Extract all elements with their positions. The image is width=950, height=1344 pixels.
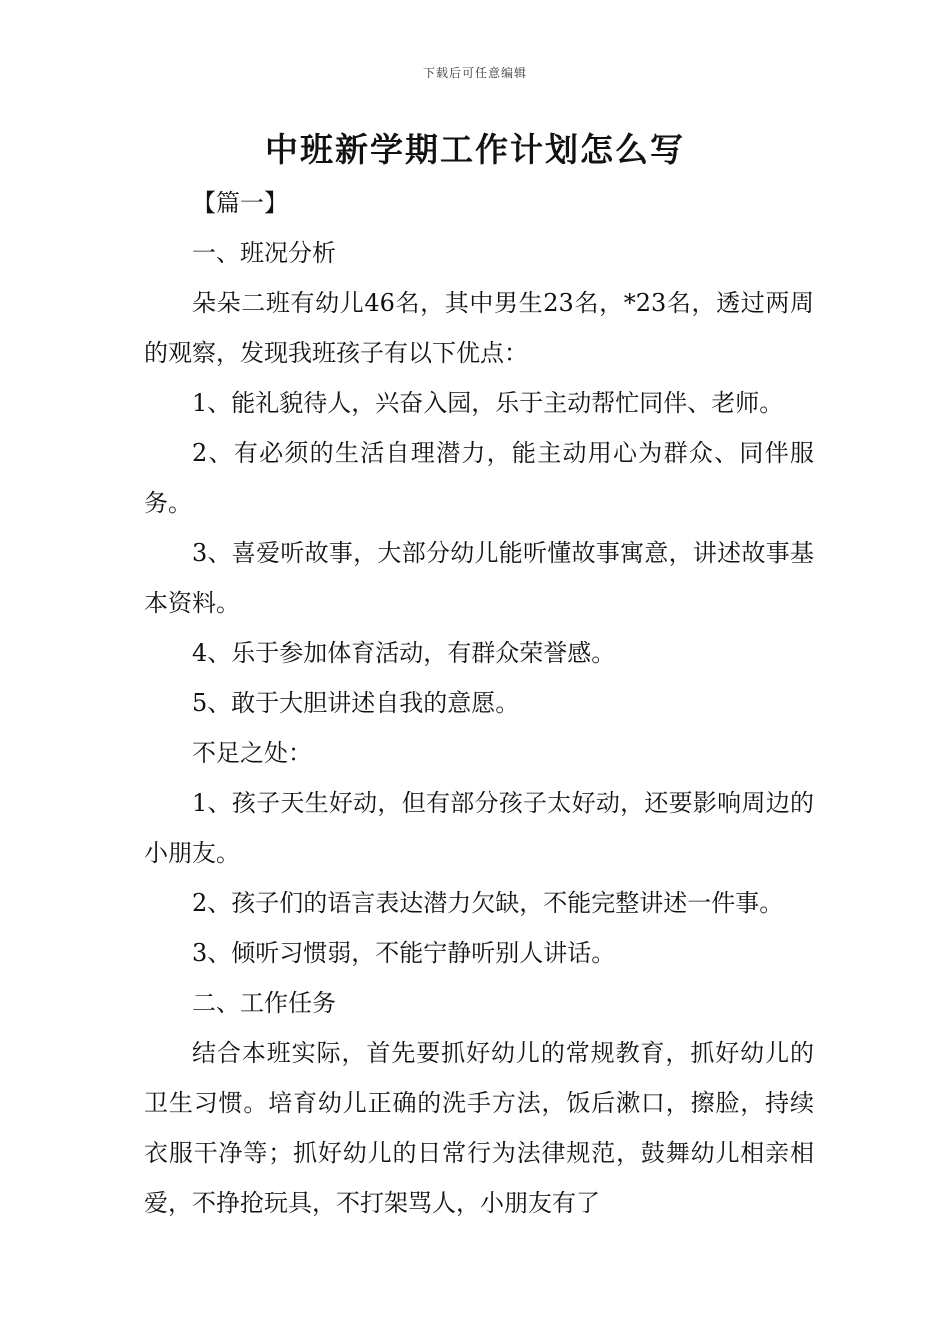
list-item-shortcoming-3: 3、倾听习惯弱，不能宁静听别人讲话。: [192, 939, 616, 967]
section-mark: 【篇一】: [192, 189, 288, 217]
paragraph-class-overview: 朵朵二班有幼儿46名，其中男生23名，*23名，透过两周的观察，发现我班孩子有以下优点：: [144, 289, 814, 367]
list-item-strength-4: 4、乐于参加体育活动，有群众荣誉感。: [192, 639, 616, 667]
document-body: [144, 178, 814, 1228]
list-item-strength-5: 5、敢于大胆讲述自我的意愿。: [192, 689, 520, 717]
heading-class-analysis: 一、班况分析: [192, 239, 336, 267]
document-title: 中班新学期工作计划怎么写: [265, 130, 685, 169]
list-item-shortcoming-1: 1、孩子天生好动，但有部分孩子太好动，还要影响周边的小朋友。: [144, 789, 814, 867]
list-item-strength-1: 1、能礼貌待人，兴奋入园，乐于主动帮忙同伴、老师。: [192, 389, 784, 417]
header-note: 下载后可任意编辑: [422, 66, 527, 80]
list-item-strength-3: 3、喜爱听故事，大部分幼儿能听懂故事寓意，讲述故事基本资料。: [144, 539, 814, 617]
list-item-strength-2: 2、有必须的生活自理潜力，能主动用心为群众、同伴服务。: [144, 439, 814, 517]
paragraph-work-tasks: 结合本班实际，首先要抓好幼儿的常规教育，抓好幼儿的卫生习惯。培育幼儿正确的洗手方法，饭后漱口，擦脸，持续衣服干净等；抓好幼儿的日常行为法律规范，鼓舞幼儿相亲相爱，不挣抢玩具，不打架骂人，小朋友有了: [144, 1039, 814, 1217]
heading-shortcomings: 不足之处：: [192, 739, 312, 767]
heading-work-tasks: 二、工作任务: [192, 989, 336, 1017]
list-item-shortcoming-2: 2、孩子们的语言表达潜力欠缺，不能完整讲述一件事。: [192, 889, 784, 917]
